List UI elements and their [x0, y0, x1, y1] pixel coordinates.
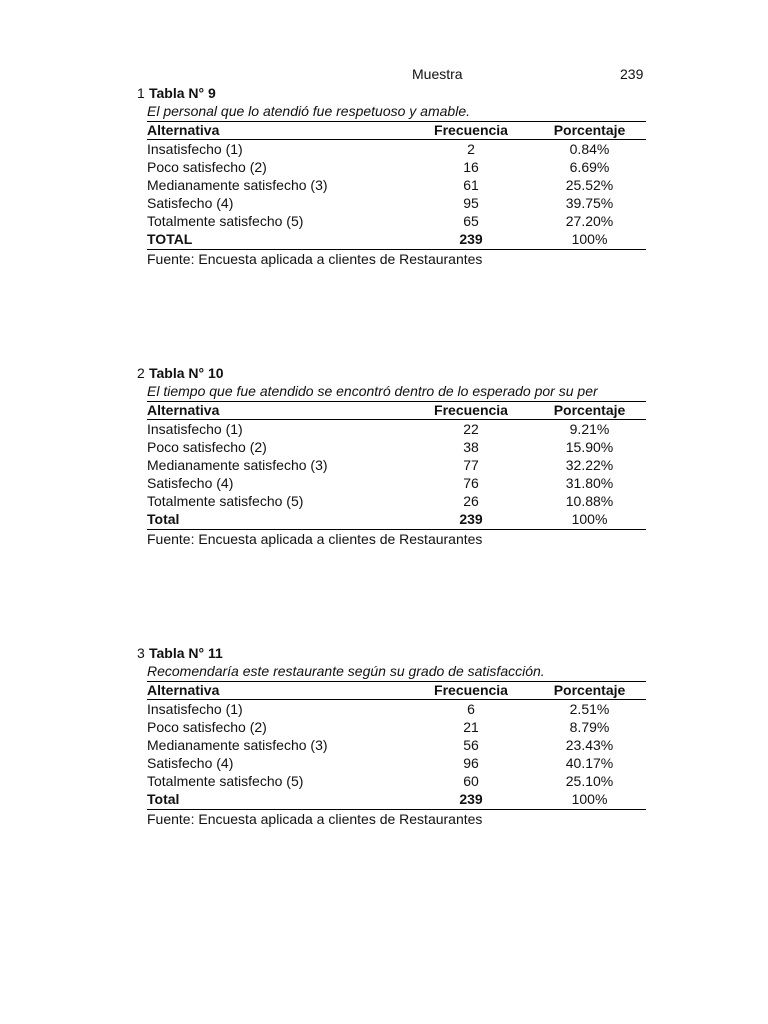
total-label: TOTAL	[147, 230, 409, 250]
cell-porcentaje: 25.10%	[565, 773, 614, 789]
table-source: Fuente: Encuesta aplicada a clientes de Restaurantes	[147, 811, 483, 827]
cell-alternativa: Insatisfecho (1)	[147, 141, 243, 157]
table-row	[147, 492, 646, 510]
cell-frecuencia: 95	[463, 195, 479, 211]
cell-porcentaje: 39.75%	[565, 195, 614, 211]
table-source: Fuente: Encuesta aplicada a clientes de Restaurantes	[147, 531, 483, 547]
table-total-row	[147, 790, 646, 810]
table-subtitle: El tiempo que fue atendido se encontró dentro de lo esperado por su per	[147, 383, 598, 399]
cell-frecuencia: 76	[463, 475, 479, 491]
table-index: 2	[137, 365, 145, 381]
cell-frecuencia: 26	[463, 493, 479, 509]
table-row	[147, 736, 646, 754]
table-header-row	[147, 402, 646, 420]
header-frecuencia: Frecuencia	[409, 682, 533, 700]
cell-frecuencia: 38	[463, 439, 479, 455]
table-title: Tabla N° 11	[149, 645, 223, 661]
header-alternativa: Alternativa	[147, 402, 409, 420]
table-row	[147, 718, 646, 736]
cell-frecuencia: 56	[463, 737, 479, 753]
table-row	[147, 438, 646, 456]
frequency-table	[147, 401, 646, 530]
table-block-2	[0, 365, 768, 565]
table-row	[147, 158, 646, 176]
cell-porcentaje: 6.69%	[569, 159, 610, 175]
cell-frecuencia: 96	[463, 755, 479, 771]
table-block-3	[0, 645, 768, 845]
cell-porcentaje: 32.22%	[565, 457, 614, 473]
table-row	[147, 194, 646, 212]
cell-porcentaje: 10.88%	[565, 493, 614, 509]
cell-frecuencia: 21	[463, 719, 479, 735]
total-porcentaje: 100%	[533, 230, 646, 250]
table-header-row	[147, 122, 646, 140]
header-alternativa: Alternativa	[147, 122, 409, 140]
cell-porcentaje: 31.80%	[565, 475, 614, 491]
sample-label: Muestra	[412, 66, 463, 82]
table-total-row	[147, 510, 646, 530]
cell-alternativa: Totalmente satisfecho (5)	[147, 213, 304, 229]
total-porcentaje: 100%	[533, 790, 646, 810]
cell-alternativa: Insatisfecho (1)	[147, 421, 243, 437]
table-block-1	[0, 85, 768, 285]
frequency-table	[147, 681, 646, 810]
table-row	[147, 754, 646, 772]
cell-porcentaje: 27.20%	[565, 213, 614, 229]
cell-porcentaje: 15.90%	[565, 439, 614, 455]
cell-porcentaje: 8.79%	[569, 719, 610, 735]
table-row	[147, 772, 646, 790]
cell-frecuencia: 60	[463, 773, 479, 789]
cell-frecuencia: 61	[463, 177, 479, 193]
cell-alternativa: Totalmente satisfecho (5)	[147, 493, 304, 509]
header-porcentaje: Porcentaje	[533, 682, 646, 700]
table-title: Tabla N° 10	[149, 365, 224, 381]
table-row	[147, 212, 646, 230]
table-source: Fuente: Encuesta aplicada a clientes de Restaurantes	[147, 251, 483, 267]
cell-alternativa: Poco satisfecho (2)	[147, 719, 267, 735]
sample-size	[0, 66, 768, 84]
cell-alternativa: Satisfecho (4)	[147, 195, 234, 211]
table-subtitle: Recomendaría este restaurante según su grado de satisfacción.	[147, 663, 545, 679]
cell-porcentaje: 25.52%	[565, 177, 614, 193]
table-row	[147, 420, 646, 439]
header-frecuencia: Frecuencia	[409, 122, 533, 140]
header-porcentaje: Porcentaje	[533, 402, 646, 420]
table-total-row	[147, 230, 646, 250]
header-alternativa: Alternativa	[147, 682, 409, 700]
table-index: 3	[137, 645, 145, 661]
table-row	[147, 456, 646, 474]
table-subtitle: El personal que lo atendió fue respetuoso y amable.	[147, 103, 470, 119]
header-frecuencia: Frecuencia	[409, 402, 533, 420]
total-label: Total	[147, 790, 409, 810]
table-row	[147, 474, 646, 492]
cell-frecuencia: 2	[467, 141, 475, 157]
cell-alternativa: Insatisfecho (1)	[147, 701, 243, 717]
cell-frecuencia: 6	[467, 701, 475, 717]
table-row	[147, 140, 646, 159]
table-index: 1	[137, 85, 145, 101]
cell-porcentaje: 9.21%	[569, 421, 610, 437]
cell-porcentaje: 2.51%	[569, 701, 610, 717]
cell-alternativa: Medianamente satisfecho (3)	[147, 737, 328, 753]
header-porcentaje: Porcentaje	[533, 122, 646, 140]
cell-alternativa: Satisfecho (4)	[147, 475, 234, 491]
table-header-row	[147, 682, 646, 700]
table-title: Tabla N° 9	[149, 85, 216, 101]
cell-frecuencia: 16	[463, 159, 479, 175]
cell-alternativa: Totalmente satisfecho (5)	[147, 773, 304, 789]
frequency-table	[147, 121, 646, 250]
cell-frecuencia: 77	[463, 457, 479, 473]
cell-alternativa: Poco satisfecho (2)	[147, 159, 267, 175]
sample-value: 239	[620, 66, 644, 82]
table-row	[147, 176, 646, 194]
cell-porcentaje: 23.43%	[565, 737, 614, 753]
total-porcentaje: 100%	[533, 510, 646, 530]
total-frecuencia: 239	[409, 790, 533, 810]
total-label: Total	[147, 510, 409, 530]
cell-alternativa: Medianamente satisfecho (3)	[147, 457, 328, 473]
cell-frecuencia: 65	[463, 213, 479, 229]
cell-alternativa: Medianamente satisfecho (3)	[147, 177, 328, 193]
cell-porcentaje: 0.84%	[569, 141, 610, 157]
cell-frecuencia: 22	[463, 421, 479, 437]
total-frecuencia: 239	[409, 510, 533, 530]
table-row	[147, 700, 646, 719]
cell-alternativa: Satisfecho (4)	[147, 755, 234, 771]
total-frecuencia: 239	[409, 230, 533, 250]
cell-porcentaje: 40.17%	[565, 755, 614, 771]
cell-alternativa: Poco satisfecho (2)	[147, 439, 267, 455]
